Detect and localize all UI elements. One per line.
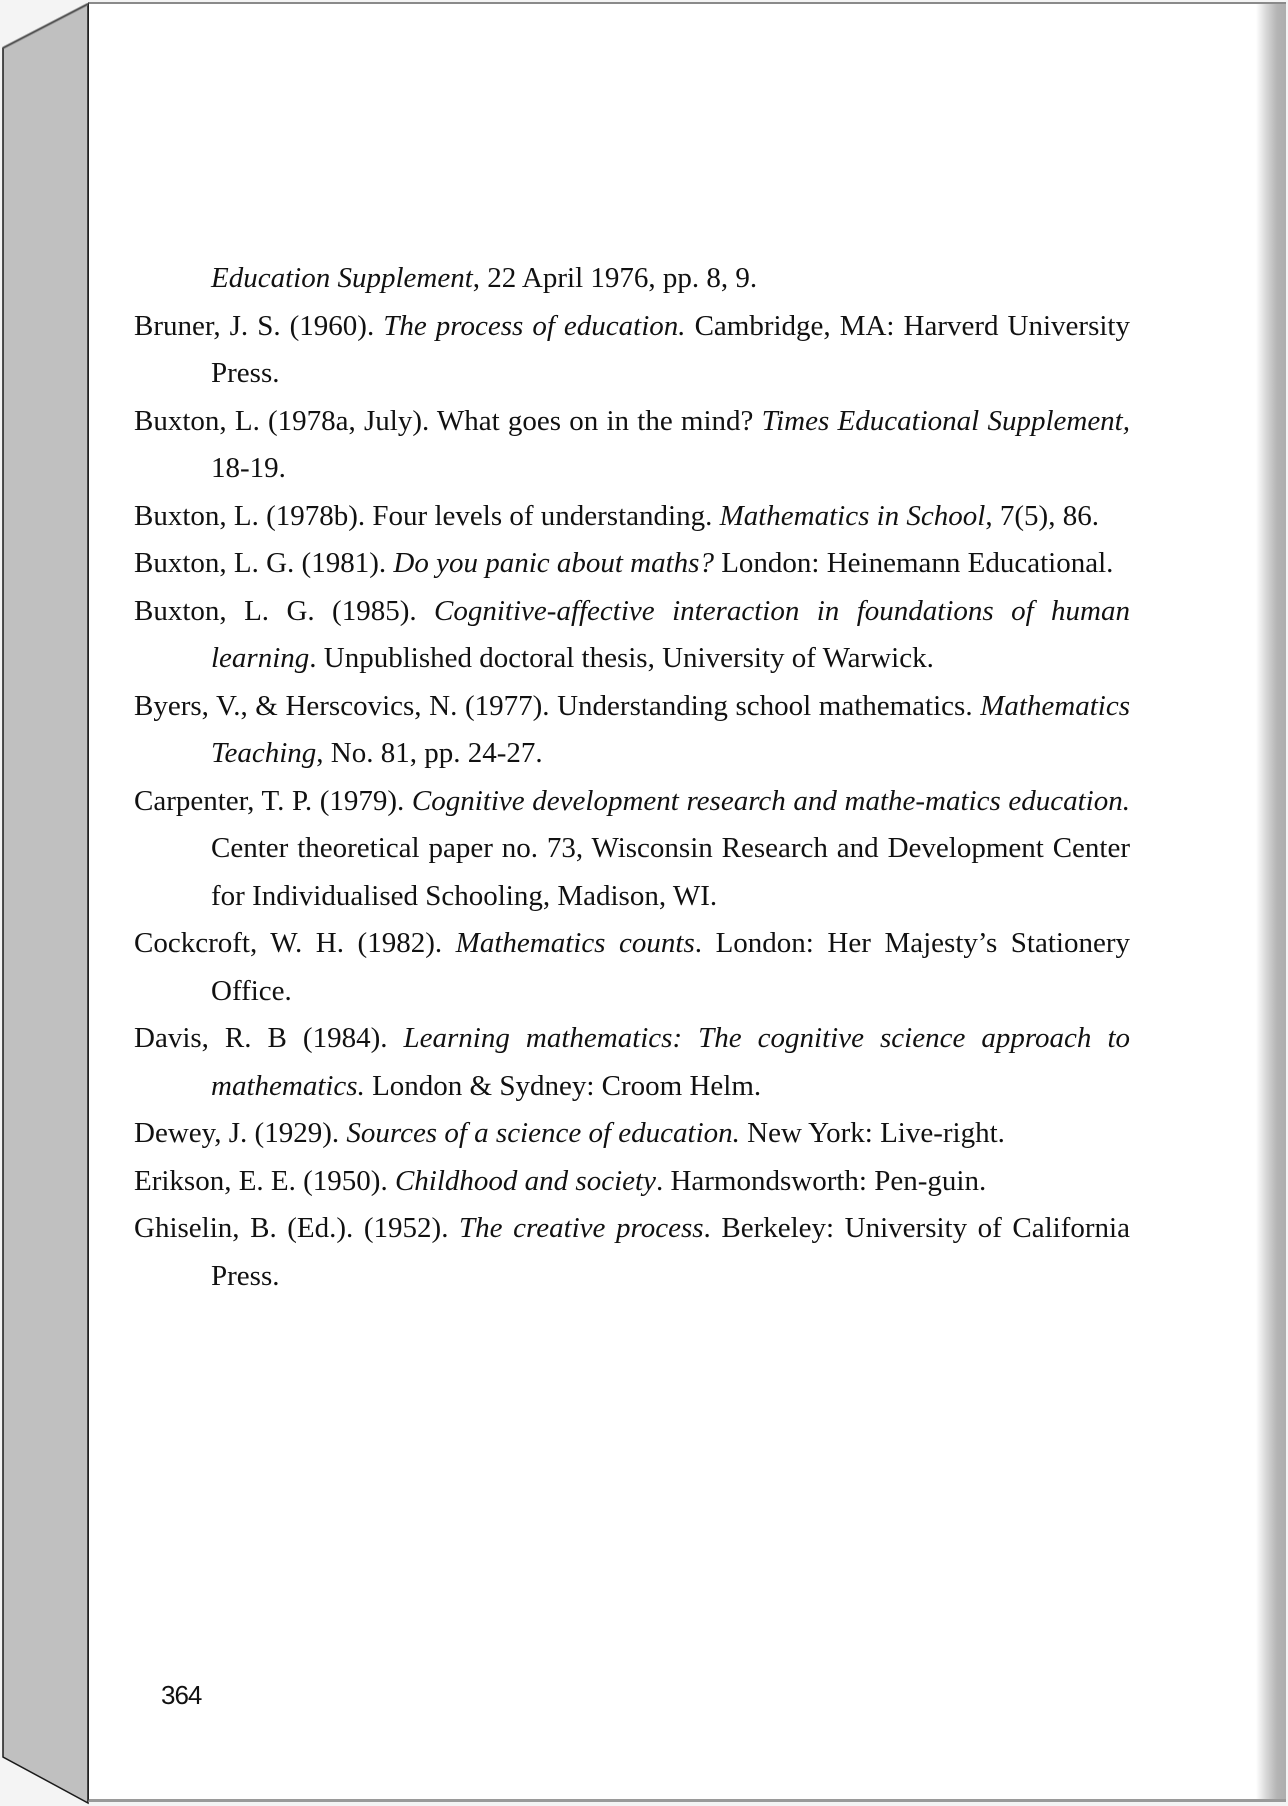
reference-text: , 22 April 1976, pp. 8, 9. — [472, 262, 758, 294]
reference-title: Education Supplement — [211, 262, 473, 294]
reference-text: New York: Live-right. — [739, 1117, 1005, 1149]
reference-title: Cognitive development research and mathe-matics education. — [411, 784, 1130, 817]
reference-text: Ghiselin, B. (Ed.). (1952). — [134, 1212, 460, 1244]
reference-text: . Berkeley: University of California Press. — [211, 1212, 1130, 1292]
reference-text: Davis, R. B (1984). — [134, 1022, 404, 1054]
reference-continuation — [134, 255, 1130, 303]
reference-entry — [134, 588, 1130, 683]
reference-entry — [134, 1205, 1130, 1300]
reference-text: , No. 81, pp. 24-27. — [316, 737, 543, 769]
reference-title: Cognitive-affective interaction in foundations of human learning — [211, 594, 1130, 674]
reference-entry — [134, 1110, 1130, 1158]
reference-text: London: Heinemann Educational. — [713, 547, 1114, 579]
reference-text: Erikson, E. E. (1950). — [134, 1164, 395, 1197]
reference-title: Times Educational Supplement, — [761, 404, 1130, 437]
page-edge-shadow — [1256, 4, 1286, 1799]
reference-text: Bruner, J. S. (1960). — [134, 309, 384, 342]
reference-title: Sources of a science of education. — [346, 1117, 740, 1149]
reference-entry — [134, 398, 1130, 493]
reference-entry — [134, 1158, 1130, 1206]
reference-title: The creative process — [459, 1212, 704, 1244]
reference-text: Cambridge, MA: Harverd University Press. — [211, 309, 1130, 389]
reference-entry — [134, 778, 1130, 921]
reference-text: . Harmondsworth: Pen-guin. — [655, 1164, 987, 1197]
reference-title: Mathematics in School — [719, 499, 986, 532]
reference-text: Byers, V., & Herscovics, N. (1977). Understanding school mathematics. — [134, 689, 981, 722]
reference-text: Dewey, J. (1929). — [134, 1117, 347, 1149]
reference-text: . London: Her Majesty’s Stationery Office. — [211, 927, 1131, 1007]
reference-text: Buxton, L. (1978b). Four levels of understanding. — [134, 499, 720, 532]
reference-title: Do you panic about maths? — [393, 547, 714, 579]
reference-text: Buxton, L. G. (1981). — [134, 547, 394, 579]
reference-title: Mathematics Teaching — [211, 689, 1130, 769]
reference-text: . Unpublished doctoral thesis, University of Warwick. — [309, 642, 934, 674]
reference-text: Carpenter, T. P. (1979). — [134, 784, 412, 817]
reference-text: Cockcroft, W. H. (1982). — [134, 927, 456, 959]
reference-text: Center theoretical paper no. 73, Wisconsin Research and Development Center for Individualised Schooling, Madison, WI. — [211, 832, 1130, 912]
reference-list — [134, 255, 1130, 1300]
book-spine — [0, 0, 90, 1806]
reference-title: Mathematics counts — [455, 927, 695, 959]
reference-entry — [134, 1015, 1130, 1110]
reference-text: London & Sydney: Croom Helm. — [364, 1069, 762, 1102]
reference-text: 18-19. — [211, 452, 286, 484]
reference-title: Learning mathematics: The cognitive science approach to mathematics. — [211, 1022, 1130, 1102]
reference-title: Childhood and society — [394, 1164, 656, 1197]
reference-text: Buxton, L. G. (1985). — [134, 594, 435, 627]
reference-entry — [134, 540, 1130, 588]
reference-text: , 7(5), 86. — [985, 499, 1099, 532]
reference-entry — [134, 493, 1130, 541]
reference-entry — [134, 303, 1130, 398]
reference-text: Buxton, L. (1978a, July). What goes on in the mind? — [134, 404, 762, 437]
page-number: 364 — [161, 1680, 202, 1710]
reference-title: The process of education. — [383, 309, 686, 342]
reference-entry — [134, 920, 1130, 1015]
reference-entry — [134, 683, 1130, 778]
